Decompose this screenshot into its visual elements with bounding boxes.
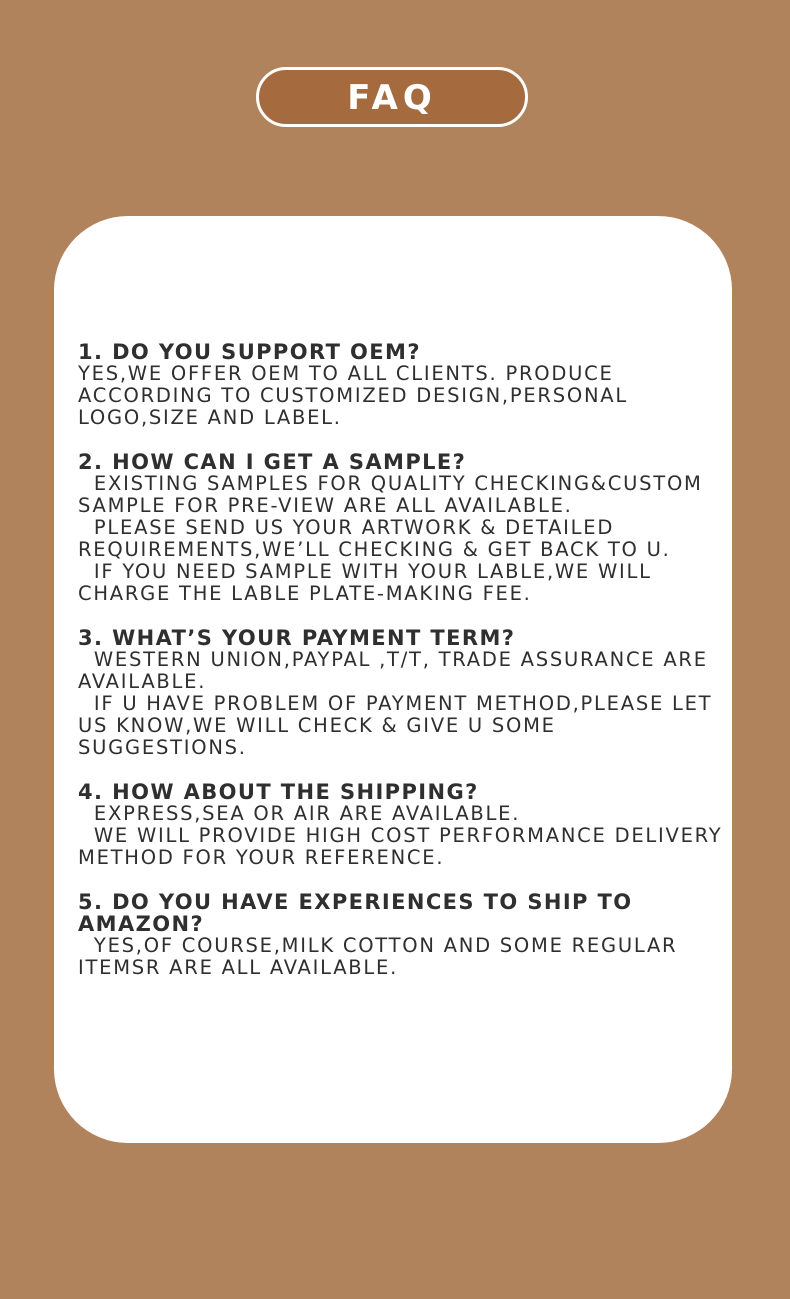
- faq-question: 3. WHAT’S YOUR PAYMENT TERM?: [78, 626, 516, 650]
- faq-answer: EXISTING SAMPLES FOR QUALITY CHECKING&CUSTOM SAMPLE FOR PRE-VIEW ARE ALL AVAILABLE. PLEASE SEND US YOUR ARTWORK & DETAILED REQUIREMENTS,WE’LL CHECKING & GET BACK TO U. IF YOU NEED SAMPLE WITH YOUR LABLE,WE WILL CHARGE THE LABLE PLATE-MAKING FEE.: [78, 472, 703, 605]
- faq-item-2: [78, 451, 723, 605]
- faq-answer: YES,WE OFFER OEM TO ALL CLIENTS. PRODUCE ACCORDING TO CUSTOMIZED DESIGN,PERSONAL LOGO,SIZE AND LABEL.: [78, 362, 636, 429]
- faq-item-4: [78, 781, 723, 869]
- faq-question: 1. DO YOU SUPPORT OEM?: [78, 340, 421, 364]
- faq-item-3: [78, 627, 723, 759]
- faq-answer: WESTERN UNION,PAYPAL ,T/T, TRADE ASSURANCE ARE AVAILABLE. IF U HAVE PROBLEM OF PAYMENT METHOD,PLEASE LET US KNOW,WE WILL CHECK & GIVE U SOME SUGGESTIONS.: [78, 648, 713, 759]
- faq-card: [54, 216, 732, 1143]
- faq-item-5: [78, 891, 723, 979]
- faq-list: [78, 341, 723, 1001]
- faq-question: 4. HOW ABOUT THE SHIPPING?: [78, 780, 479, 804]
- faq-answer: YES,OF COURSE,MILK COTTON AND SOME REGULAR ITEMSR ARE ALL AVAILABLE.: [78, 934, 686, 979]
- faq-item-1: [78, 341, 723, 429]
- faq-title-badge: [256, 67, 528, 127]
- faq-question: 5. DO YOU HAVE EXPERIENCES TO SHIP TO AMAZON?: [78, 890, 642, 936]
- faq-question: 2. HOW CAN I GET A SAMPLE?: [78, 450, 467, 474]
- faq-answer: EXPRESS,SEA OR AIR ARE AVAILABLE. WE WILL PROVIDE HIGH COST PERFORMANCE DELIVERY METHOD FOR YOUR REFERENCE.: [78, 802, 723, 869]
- faq-title: FAQ: [347, 78, 437, 118]
